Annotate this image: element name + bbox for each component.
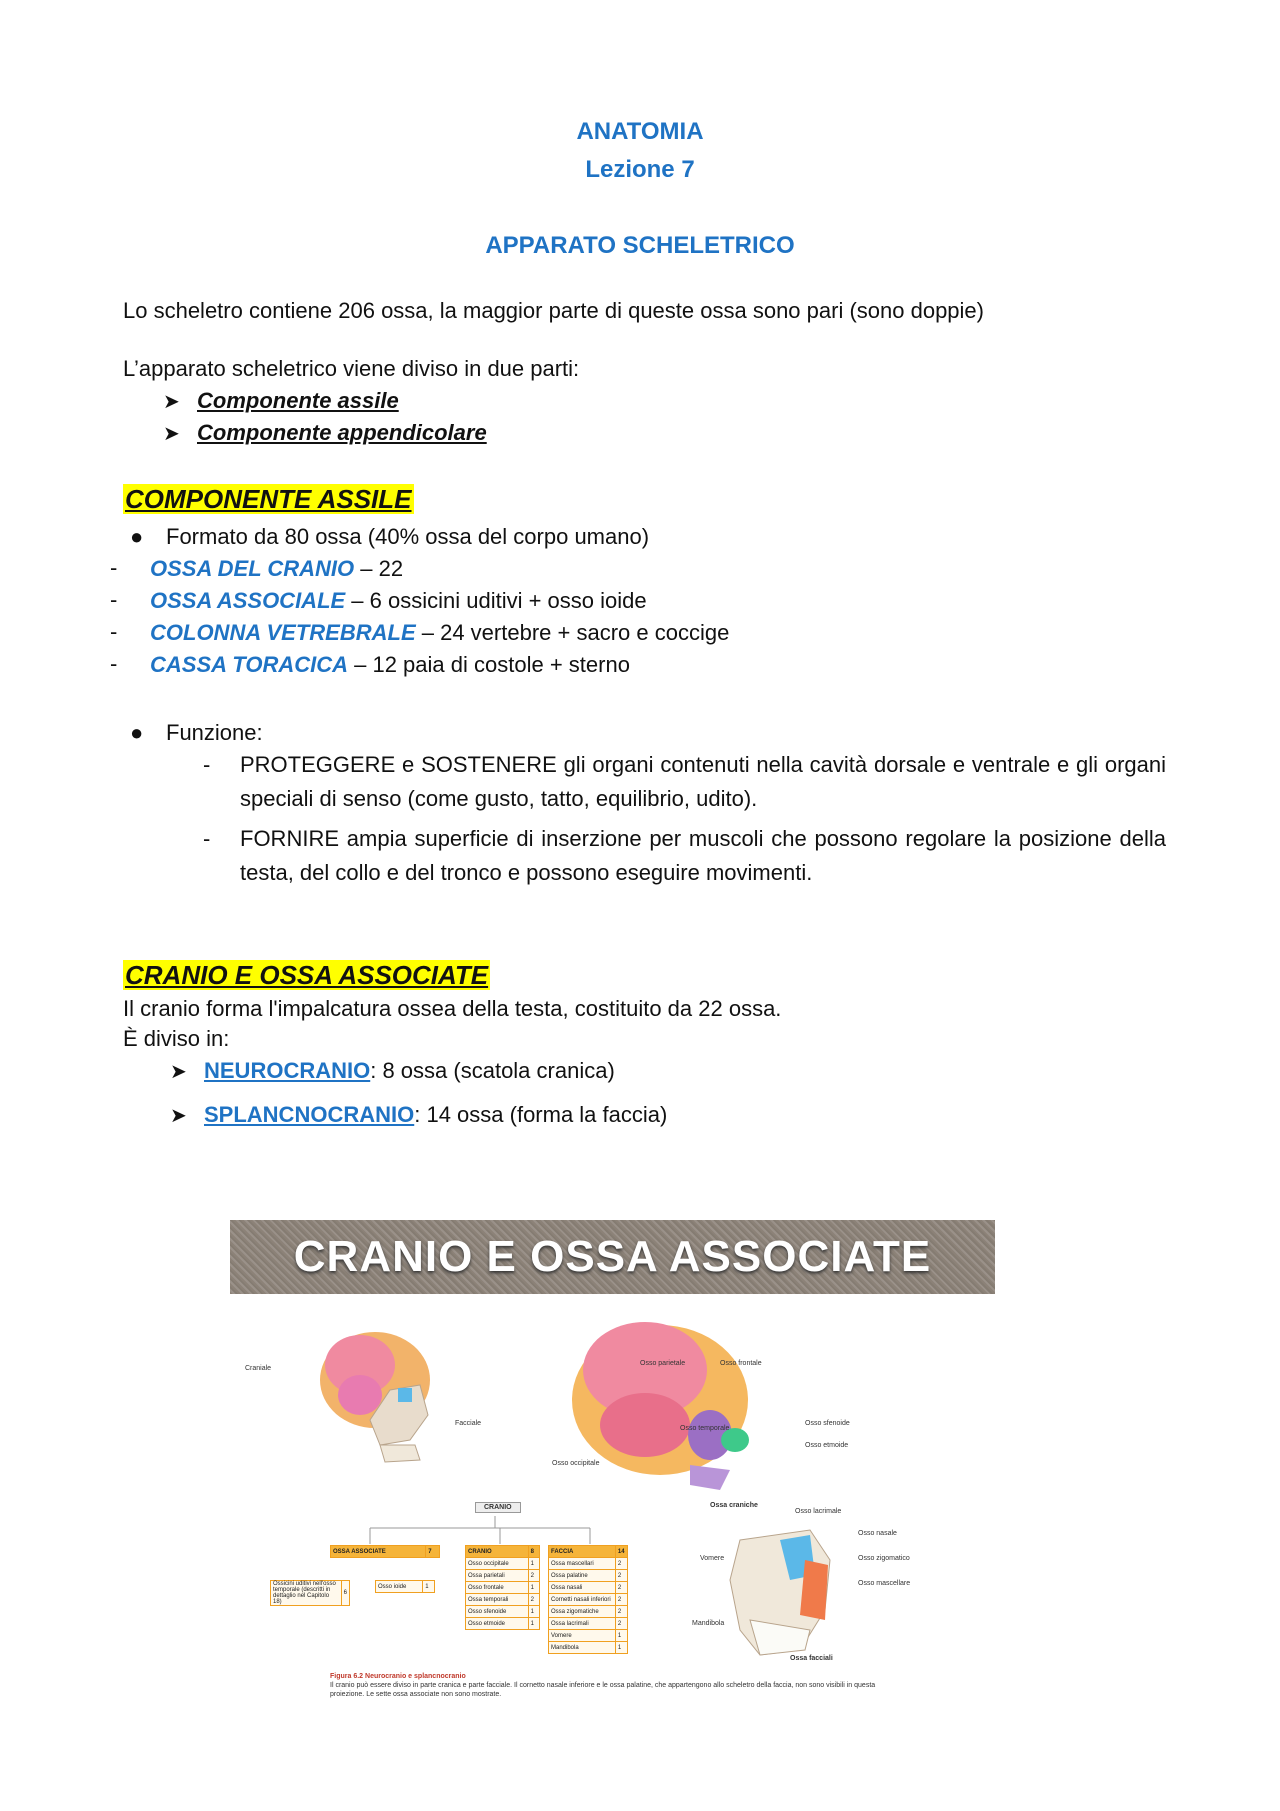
dash-icon: - xyxy=(110,555,118,580)
bullet-icon: ● xyxy=(130,524,144,549)
assile-formed: Formato da 80 ossa (40% ossa del corpo umano) xyxy=(166,524,650,549)
label-temporale: Osso temporale xyxy=(680,1425,730,1432)
table-ioide: Osso ioide 1 xyxy=(375,1580,435,1593)
figure-banner: CRANIO E OSSA ASSOCIATE xyxy=(230,1220,995,1294)
skull-side-illustration xyxy=(310,1320,450,1470)
table-cranio: CRANIO 8 Osso occipitale 1 Ossa parietali 2 Osso frontale 1 Ossa temporali 2 Osso sfenoide 1 Osso etmoide 1 xyxy=(465,1545,540,1630)
neurocranio-link[interactable]: NEUROCRANIO xyxy=(204,1058,371,1083)
label-mascellare: Osso mascellare xyxy=(858,1580,911,1587)
label-facciali: Ossa facciali xyxy=(790,1655,833,1662)
section-title: APPARATO SCHELETRICO xyxy=(485,232,795,259)
cranio-figure xyxy=(230,1220,995,1700)
dash-icon: - xyxy=(110,619,118,644)
part-item: ➤ Componente appendicolare xyxy=(163,418,487,449)
function-label: Funzione: xyxy=(166,720,263,745)
label-sfenoide: Osso sfenoide xyxy=(805,1420,850,1427)
label-etmoide: Osso etmoide xyxy=(805,1442,849,1449)
label-parietale: Osso parietale xyxy=(640,1360,686,1367)
part-item: ➤ Componente assile xyxy=(163,386,399,417)
label-mandibola: Mandibola xyxy=(692,1620,725,1627)
arrow-bullet-icon: ➤ xyxy=(170,1061,187,1083)
cranio-box: CRANIO xyxy=(475,1502,521,1513)
assile-item: OSSA ASSOCIALE – 6 ossicini uditivi + osso ioide xyxy=(150,588,647,613)
label-lacrimale: Osso lacrimale xyxy=(795,1508,842,1515)
table-faccia: FACCIA 14 Ossa mascellari 2 Ossa palatine 2 Ossa nasali 2 Cornetti nasali inferiori 2 Ossa zigomatiche 2 Ossa lacrimali 2 Vomere 1 Mandibola 1 xyxy=(548,1545,628,1654)
dash-icon: - xyxy=(203,826,211,851)
cranio-desc: Il cranio forma l'impalcatura ossea della testa, costituito da 22 ossa. xyxy=(123,996,782,1021)
dash-icon: - xyxy=(110,651,118,676)
arrow-bullet-icon: ➤ xyxy=(163,423,180,445)
label-zigomatico: Osso zigomatico xyxy=(858,1555,910,1562)
label-vomere: Vomere xyxy=(700,1555,725,1562)
table-ossa-associate: OSSA ASSOCIATE 7 xyxy=(330,1545,440,1558)
dash-icon: - xyxy=(203,752,211,777)
skull-cranial-illustration xyxy=(570,1315,760,1495)
label-frontale: Osso frontale xyxy=(720,1360,762,1367)
label-craniche: Ossa craniche xyxy=(710,1502,758,1509)
arrow-bullet-icon: ➤ xyxy=(163,391,180,413)
hierarchy-connector xyxy=(310,1516,610,1546)
assile-item: COLONNA VETREBRALE – 24 vertebre + sacro e coccige xyxy=(150,620,730,645)
dash-icon: - xyxy=(110,587,118,612)
table-ossicini: Ossicini uditivi nell'osso temporale (descritti in dettaglio nel Capitolo 18) 6 xyxy=(270,1580,350,1606)
intro-line: Lo scheletro contiene 206 ossa, la maggior parte di queste ossa sono pari (sono doppie) xyxy=(123,298,984,323)
cranio-part: ➤ SPLANCNOCRANIO: 14 ossa (forma la faccia) xyxy=(170,1100,667,1131)
heading-componente-assile: COMPONENTE ASSILE xyxy=(125,484,412,514)
document-title: ANATOMIA xyxy=(576,118,704,145)
label-craniale: Craniale xyxy=(245,1365,272,1372)
splancnocranio-link[interactable]: SPLANCNOCRANIO xyxy=(204,1102,415,1127)
bullet-icon: ● xyxy=(130,720,144,745)
function-item: FORNIRE ampia superficie di inserzione per muscoli che possono regolare la posizione della testa, del collo e del tronco e possono eseguire movimenti. xyxy=(240,826,1166,885)
label-nasale: Osso nasale xyxy=(858,1530,897,1537)
heading-cranio: CRANIO E OSSA ASSOCIATE xyxy=(125,960,489,990)
assile-item: OSSA DEL CRANIO – 22 xyxy=(150,556,404,581)
intro-line-2: L’apparato scheletrico viene diviso in due parti: xyxy=(123,356,580,381)
function-item: PROTEGGERE e SOSTENERE gli organi contenuti nella cavità dorsale e ventrale e gli organi speciali di senso (come gusto, tatto, equilibrio, udito). xyxy=(240,752,1166,811)
figure-caption: Figura 6.2 Neurocranio e splancnocranio Il cranio può essere diviso in parte cranica e parte facciale. Il cornetto nasale inferiore e le ossa palatine, che appartengono allo scheletro della faccia, non sono visibili in questa proiezione. Le sette ossa associate non sono mostrate. xyxy=(330,1673,876,1698)
lesson-subtitle: Lezione 7 xyxy=(585,156,695,183)
assile-item: CASSA TORACICA – 12 paia di costole + sterno xyxy=(150,652,630,677)
arrow-bullet-icon: ➤ xyxy=(170,1105,187,1127)
label-occipitale: Osso occipitale xyxy=(552,1460,600,1467)
cranio-part: ➤ NEUROCRANIO: 8 ossa (scatola cranica) xyxy=(170,1056,615,1087)
cranio-divided: È diviso in: xyxy=(123,1026,230,1051)
label-facciale: Facciale xyxy=(455,1420,482,1427)
skull-facial-illustration xyxy=(720,1520,850,1675)
